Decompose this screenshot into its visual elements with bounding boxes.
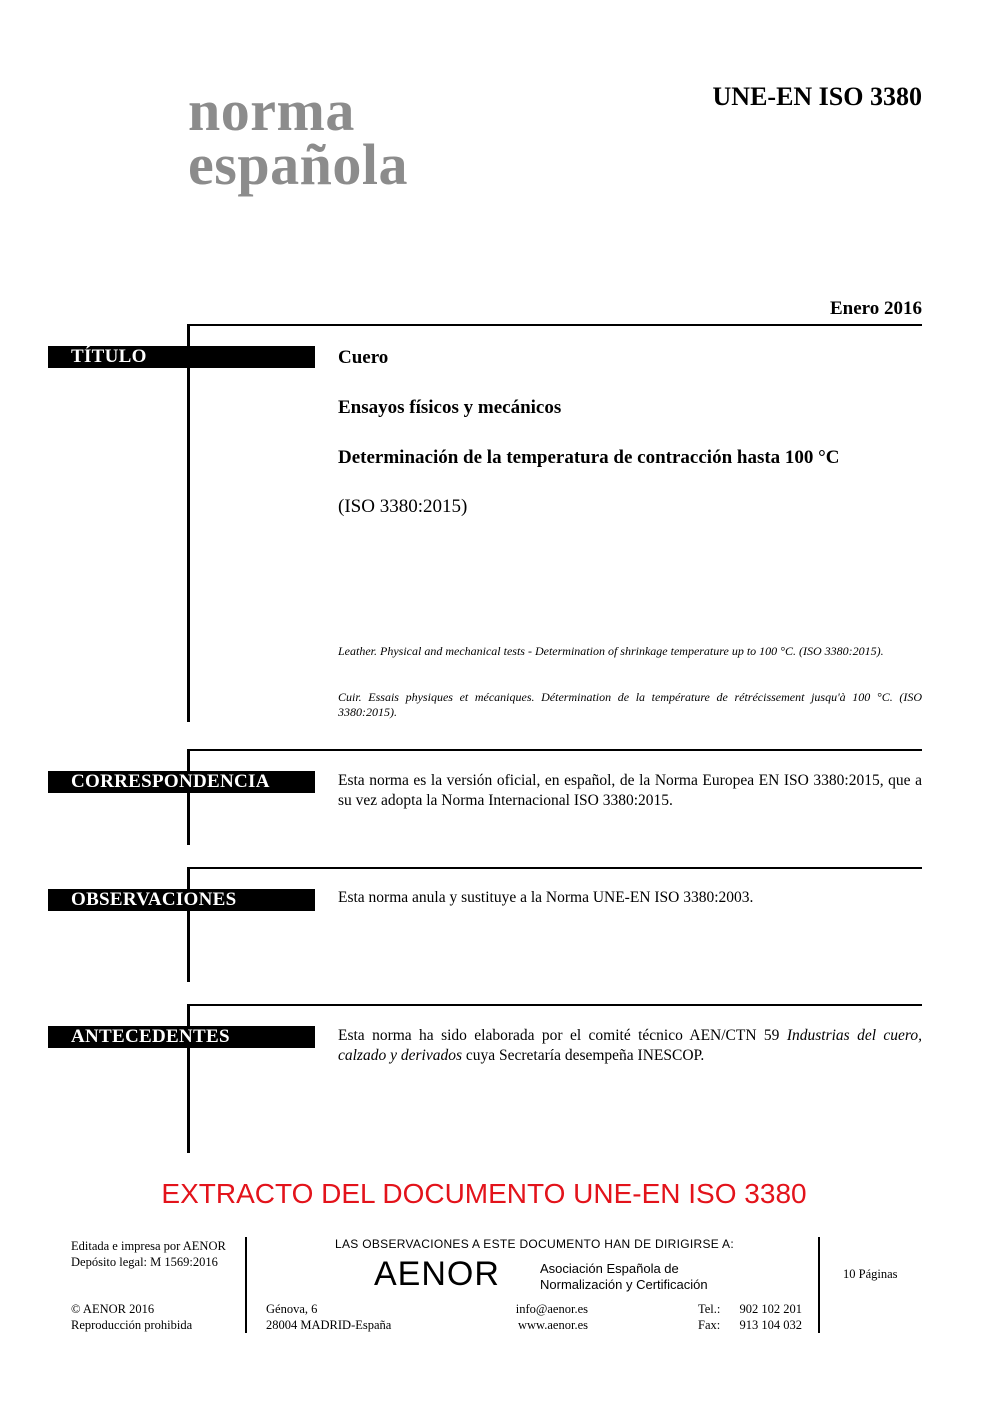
brand-line2: española <box>188 132 408 197</box>
contact-website[interactable]: www.aenor.es <box>517 1318 588 1332</box>
brand-line1: norma <box>188 78 355 143</box>
aenor-logo: AENOR <box>374 1255 500 1293</box>
aenor-name-line1: Asociación Española de <box>540 1261 679 1276</box>
page-count: 10 Páginas <box>843 1267 898 1281</box>
section-divider-observaciones <box>188 867 922 869</box>
label-antecedentes: ANTECEDENTES <box>48 1026 315 1048</box>
address-street: Génova, 6 <box>266 1302 318 1316</box>
section-divider-antecedentes <box>188 1004 922 1006</box>
antecedentes-text <box>338 1026 922 1066</box>
publication-date: Enero 2016 <box>829 298 922 319</box>
english-translation: Leather. Physical and mechanical tests - Determination of shrinkage temperature up to 100 °C. (ISO 3380:2015). <box>338 644 884 658</box>
antecedentes-text-end: cuya Secretaría desempeña INESCOP. <box>461 1047 705 1064</box>
section-divider-titulo <box>188 324 922 326</box>
antecedentes-text-start: Esta norma ha sido elaborada por el comité técnico AEN/CTN 59 <box>338 1027 787 1044</box>
section-rule-observaciones <box>187 867 190 982</box>
title-line-1: Cuero <box>338 347 389 368</box>
legal-deposit: Depósito legal: M 1569:2016 <box>71 1255 218 1269</box>
footer-copyright <box>71 1301 192 1333</box>
title-line-2: Ensayos físicos y mecánicos <box>338 397 562 418</box>
address-city: 28004 MADRID-España <box>266 1318 392 1332</box>
correspondencia-text: Esta norma es la versión oficial, en español, de la Norma Europea EN ISO 3380:2015, que a su vez adopta la Norma Internacional ISO 3380:2015. <box>338 772 922 809</box>
contact-email[interactable]: info@aenor.es <box>515 1302 588 1316</box>
footer-phone-numbers <box>720 1301 802 1333</box>
brand-title <box>188 78 408 197</box>
footer-phone-labels <box>698 1301 720 1333</box>
committee-name: Industrias del cuero, calzado y derivados <box>338 1027 922 1064</box>
iso-reference: (ISO 3380:2015) <box>338 496 468 517</box>
edited-by: Editada e impresa por AENOR <box>71 1239 226 1253</box>
aenor-name-line2: Normalización y Certificación <box>540 1277 708 1292</box>
label-correspondencia: CORRESPONDENCIA <box>48 771 315 793</box>
fax-number: 913 104 032 <box>739 1318 802 1332</box>
observaciones-text: Esta norma anula y sustituye a la Norma UNE-EN ISO 3380:2003. <box>338 889 754 906</box>
section-rule-titulo <box>187 324 190 722</box>
section-rule-correspondencia <box>187 749 190 845</box>
title-line-3: Determinación de la temperatura de contracción hasta 100 °C <box>338 447 840 468</box>
copyright: © AENOR 2016 <box>71 1302 155 1316</box>
label-titulo: TÍTULO <box>48 346 315 368</box>
extract-notice: EXTRACTO DEL DOCUMENTO UNE-EN ISO 3380 <box>161 1178 807 1209</box>
footer-separator-right <box>818 1237 820 1333</box>
section-divider-correspondencia <box>188 749 922 751</box>
label-observaciones: OBSERVACIONES <box>48 889 315 911</box>
footer-separator-left <box>245 1237 247 1333</box>
aenor-full-name <box>540 1261 708 1293</box>
footer-contact-online <box>480 1301 588 1333</box>
tel-number: 902 102 201 <box>739 1302 802 1316</box>
standard-code: UNE-EN ISO 3380 <box>712 82 922 111</box>
fax-label: Fax: <box>698 1318 721 1332</box>
tel-label: Tel.: <box>698 1302 721 1316</box>
french-translation: Cuir. Essais physiques et mécaniques. Détermination de la température de rétrécissement jusqu'à 100 °C. (ISO 3380:2015). <box>338 690 922 719</box>
footer-edition <box>71 1238 226 1270</box>
footer-address <box>266 1301 391 1333</box>
reproduction-notice: Reproducción prohibida <box>71 1318 193 1332</box>
observations-heading: LAS OBSERVACIONES A ESTE DOCUMENTO HAN DE DIRIGIRSE A: <box>335 1237 734 1251</box>
